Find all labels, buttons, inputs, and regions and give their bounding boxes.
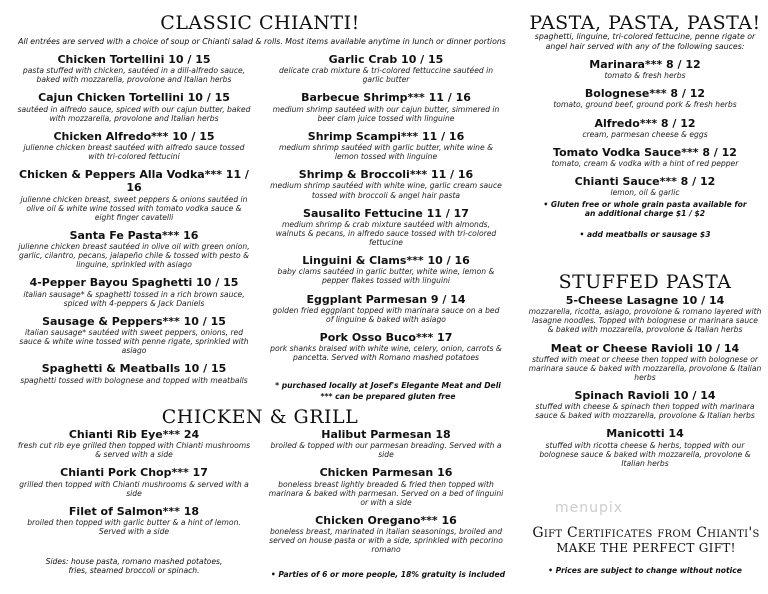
chicken-title: CHICKEN & GRILL <box>161 406 359 428</box>
menu-item-description: medium shrimp sautéed with garlic butter, white wine & lemon tossed with linguine <box>278 143 493 162</box>
menu-item-name: Tomato Vodka Sauce*** 8 / 12 <box>553 145 737 159</box>
menu-item <box>528 427 762 468</box>
menu-item <box>268 331 504 362</box>
menu-item <box>268 91 504 122</box>
menu-item <box>16 53 252 84</box>
menu-item-name: Garlic Crab 10 / 15 <box>328 53 444 66</box>
menu-item-name: Chianti Rib Eye*** 24 <box>68 428 200 441</box>
menu-item <box>16 168 252 222</box>
menu-item-description: medium shrimp & crab mixture sautéed with almonds, walnuts & pecans, in alfredo sauce tossed with tri-colored fettucine <box>275 219 497 248</box>
menu-item-name: Halibut Parmesan 18 <box>321 428 451 441</box>
menu-item <box>268 254 504 285</box>
menu-item-name: Shrimp & Broccoli*** 11 / 16 <box>298 168 474 182</box>
menu-item-name: Linguini & Clams*** 10 / 16 <box>302 254 470 268</box>
menu-item <box>16 428 252 459</box>
menu-item-name: Barbecue Shrimp*** 11 / 16 <box>301 91 471 105</box>
menu-item <box>528 389 762 420</box>
menu-item-description: tomato, cream & vodka with a hint of red pepper <box>551 159 739 169</box>
menu-item-name: Chianti Sauce*** 8 / 12 <box>574 175 716 189</box>
menu-item-description: tomato & fresh herbs <box>604 71 686 81</box>
menu-item <box>16 276 252 307</box>
menu-item-name: Meat or Cheese Ravioli 10 / 14 <box>550 341 740 355</box>
add-meatballs-note: • add meatballs or sausage $3 <box>579 230 711 239</box>
pasta-subtitle: spaghetti, linguine, tri-colored fettucine, penne rigate or angel hair served with any of the following sauces: <box>534 32 756 51</box>
menu-item-description: julienne chicken breast, sweet peppers & onions sautéed in olive oil & white wine tossed with tomato vodka sauce & eight finger cavatelli <box>20 194 248 222</box>
menu-item-name: Filet of Salmon*** 18 <box>68 504 200 518</box>
menu-item-name: Spinach Ravioli 10 / 14 <box>574 389 716 403</box>
classic-left-column <box>16 53 252 392</box>
menu-item-description: pork shanks braised with white wine, celery, onion, carrots & pancetta. Served with Romano mashed potatoes <box>270 344 502 363</box>
menu-item-description: stuffed with meat or cheese then topped with bolognese or marinara sauce & baked with mozzarella, provolone & Italian herbs <box>528 354 762 382</box>
sides-note: Sides: house pasta, romano mashed potatoes, fries, steamed broccoli or spinach. <box>45 557 223 576</box>
menu-item <box>528 146 762 168</box>
footnote-local: * purchased locally at Josef's Elegante Meat and Deli <box>275 381 501 390</box>
menu-item <box>268 168 504 199</box>
menu-item-name: 5-Cheese Lasagne 10 / 14 <box>565 294 725 307</box>
menu-item-description: stuffed with ricotta cheese & herbs, topped with our bolognese sauce & baked with mozzarella, provolone & Italian herbs <box>539 440 751 468</box>
menu-item-description: mozzarella, ricotta, asiago, provolone & romano layered with lasagne noodles. Topped with bolognese or marinara sauce & baked with mozzarella, provolone & Italian herbs <box>528 307 762 335</box>
menu-item-name: Marinara*** 8 / 12 <box>589 58 701 71</box>
menu-item-description: grilled then topped with Chianti mushrooms & served with a side <box>19 479 249 498</box>
classic-title: CLASSIC CHIANTI! <box>160 12 360 34</box>
menu-item-name: Bolognese*** 8 / 12 <box>584 87 706 101</box>
menu-item <box>528 175 762 197</box>
menu-item-description: fresh cut rib eye grilled then topped with Chianti mushrooms & served with a side <box>17 441 251 460</box>
menu-item-name: Chicken Tortellini 10 / 15 <box>57 53 211 66</box>
menu-item-description: golden fried eggplant topped with marinara sauce on a bed of linguine & baked with asiago <box>272 305 500 324</box>
menu-item-name: Cajun Chicken Tortellini 10 / 15 <box>38 91 230 105</box>
gift-certificates-line2: MAKE THE PERFECT GIFT! <box>556 541 736 555</box>
menu-item-description: spaghetti tossed with bolognese and topped with meatballs <box>20 375 248 385</box>
pasta-title: PASTA, PASTA, PASTA! <box>529 12 761 34</box>
pasta-column <box>528 58 762 204</box>
menu-item-name: Pork Osso Buco*** 17 <box>319 330 453 344</box>
menu-item <box>268 514 504 555</box>
menu-item-name: Sausalito Fettucine 11 / 17 <box>303 206 469 220</box>
menu-item-name: Alfredo*** 8 / 12 <box>594 116 696 130</box>
gratuity-note: • Parties of 6 or more people, 18% gratuity is included <box>270 570 506 579</box>
menu-item-description: pasta stuffed with chicken, sautéed in a dill-alfredo sauce, baked with mozzarella, provolone and Italian herbs <box>22 66 246 85</box>
menu-item <box>268 293 504 324</box>
menu-item-name: Chicken & Peppers Alla Vodka*** 11 / 16 <box>19 168 249 195</box>
menu-item-description: lemon, oil & garlic <box>610 188 680 198</box>
menu-item <box>528 342 762 383</box>
menu-item <box>16 91 252 122</box>
menu-item <box>528 117 762 139</box>
menu-item-description: medium shrimp sautéed with white wine, garlic cream sauce tossed with broccoli & angel hair pasta <box>270 181 502 200</box>
menu-item-name: Chicken Parmesan 16 <box>319 466 453 480</box>
menu-item <box>16 505 252 536</box>
menu-item <box>528 58 762 80</box>
menu-item-description: stuffed with cheese & spinach then topped with marinara sauce & baked with mozzarella, provolone & Italian herbs <box>535 402 755 421</box>
menu-item-name: 4-Pepper Bayou Spaghetti 10 / 15 <box>29 276 239 290</box>
menu-item <box>16 130 252 161</box>
menu-item-description: boneless breast lightly breaded & fried then topped with marinara & baked with parmesan. Served on a bed of linguini or with a side <box>268 479 504 507</box>
menu-item-description: baby clams sautéed in garlic butter, white wine, lemon & pepper flakes tossed with linguini <box>277 267 495 286</box>
menu-item <box>268 130 504 161</box>
menu-item <box>268 207 504 248</box>
gift-certificates-line1: Gift Certificates from Chianti's <box>532 525 760 541</box>
menu-item-description: broiled then topped with garlic butter & a hint of lemon. Served with a side <box>27 518 241 537</box>
menu-item-name: Santa Fe Pasta*** 16 <box>69 228 199 242</box>
menu-item-description: broiled & topped with our parmesan breading. Served with a side <box>270 441 502 460</box>
menu-item-description: julienne chicken breast sautéed in olive oil with green onion, garlic, cilantro, pecans, jalapeño chile & tossed with pesto & linguine, sprinkled with asiago <box>18 242 250 270</box>
menu-item-description: boneless breast, marinated in italian seasonings, broiled and served on house pasta or with a side, sprinkled with pecorino romano <box>269 527 503 555</box>
prices-note: • Prices are subject to change without notice <box>548 566 742 575</box>
menu-item-description: cream, parmesan cheese & eggs <box>582 129 708 139</box>
menu-item-name: Shrimp Scampi*** 11 / 16 <box>307 129 465 143</box>
footnote-gluten: *** can be prepared gluten free <box>320 392 456 401</box>
menu-item-name: Chianti Pork Chop*** 17 <box>60 466 208 480</box>
menu-item-name: Chicken Alfredo*** 10 / 15 <box>53 129 215 143</box>
gluten-free-note: • Gluten free or whole grain pasta available for an additional charge $1 / $2 <box>543 200 747 219</box>
menu-item <box>16 466 252 497</box>
menu-item <box>268 53 504 84</box>
menu-item <box>268 428 504 459</box>
menu-item-name: Sausage & Peppers*** 10 / 15 <box>42 314 226 328</box>
menu-item-description: sautéed in alfredo sauce, spiced with our cajun butter, baked with mozzarella, provolone and Italian herbs <box>17 104 251 123</box>
chicken-right-column <box>268 428 504 561</box>
menu-item-description: delicate crab mixture & tri-colored fettuccine sautéed in garlic butter <box>278 66 494 85</box>
menu-item-description: italian sausage* sautéed with sweet peppers, onions, red sauce & white wine tossed with penne rigate, sprinkled with asiago <box>19 328 249 356</box>
classic-subtitle: All entrées are served with a choice of soup or Chianti salad & rolls. Most items available anytime in lunch or dinner portions <box>18 37 506 46</box>
stuffed-title: STUFFED PASTA <box>558 271 732 293</box>
menu-item-description: julienne chicken breast sautéed with alfredo sauce tossed with tri-colored fettucini <box>23 143 245 162</box>
menu-item-name: Manicotti 14 <box>606 427 684 441</box>
menu-item-name: Chicken Oregano*** 16 <box>315 513 457 527</box>
menu-item-description: tomato, ground beef, ground pork & fresh herbs <box>553 100 737 110</box>
chicken-left-column <box>16 428 252 543</box>
menu-item-name: Eggplant Parmesan 9 / 14 <box>306 292 466 306</box>
stuffed-column <box>528 294 762 475</box>
menu-item-name: Spaghetti & Meatballs 10 / 15 <box>41 362 227 376</box>
menu-item <box>16 229 252 270</box>
menu-item-description: medium shrimp sautéed with our cajun butter, simmered in beer clam juice tossed with linguine <box>272 104 500 123</box>
menu-item <box>268 466 504 507</box>
menupix-watermark: menupix <box>555 500 624 516</box>
menu-item <box>16 362 252 384</box>
menu-item <box>528 87 762 109</box>
menu-item <box>528 294 762 335</box>
menu-item-description: italian sausage* & spaghetti tossed in a rich brown sauce, spiced with 4-peppers & Jack Daniels <box>23 289 245 308</box>
classic-right-column <box>268 53 504 369</box>
menu-item <box>16 315 252 356</box>
